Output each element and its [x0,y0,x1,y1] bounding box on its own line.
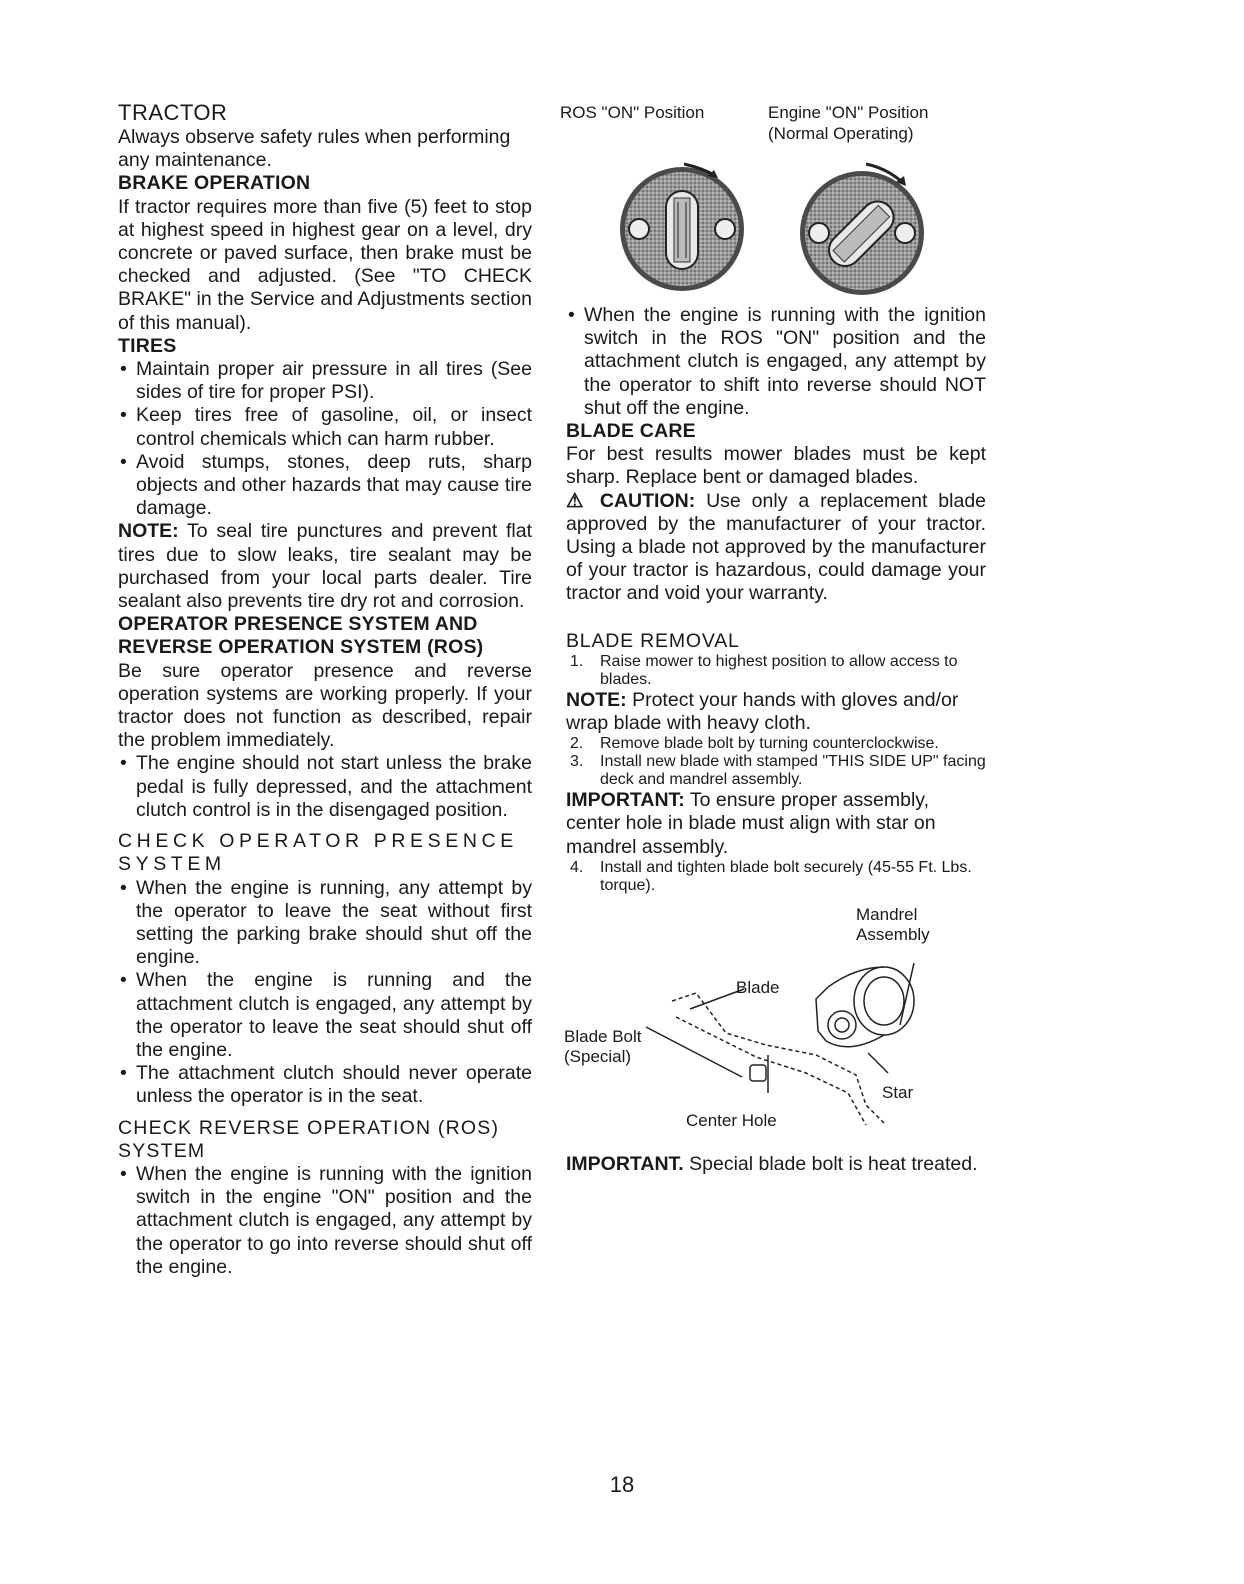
heading-blade-care: BLADE CARE [566,420,696,443]
normal-operating-label: (Normal Operating) [768,124,914,143]
ops-text: Be sure operator presence and reverse operation systems are working properly. If your tractor does not function as described, repair the problem immediately. [118,659,532,752]
caution-text: ⚠ CAUTION: Use only a replacement blade approved by the manufacturer of your tractor. Using a blade not approved by the manufacturer of your tractor is hazardous, could damage your tractor and void your warranty. [566,489,987,605]
list-item: 4. Install and tighten blade bolt securely (45-55 Ft. Lbs. torque). [570,858,972,894]
caution-icon: ⚠ [566,489,589,512]
heading-blade-removal: BLADE REMOVAL [566,629,740,652]
engine-switch-icon [800,164,924,295]
list-item: • The attachment clutch should never operate unless the operator is in the seat. [120,1062,532,1108]
list-item: 1. Raise mower to highest position to allow access to blades. [570,652,958,688]
blade-assembly-figure [566,905,986,1153]
list-item: • Keep tires free of gasoline, oil, or insect control chemicals which can harm rubber. [120,404,532,450]
ros-on-label: ROS "ON" Position [560,103,705,122]
ignition-switch-drawing [566,146,986,296]
brake-text: If tractor requires more than five (5) feet to stop at highest speed in highest gear on a level, dry concrete or paved surface, then brake must be checked and adjusted. (See "TO CHECK BRAKE" in the Service and Adjustments section of this manual). [118,195,532,334]
heading-tires: TIRES [118,334,177,357]
left-column [118,100,532,1279]
important-note: IMPORTANT: To ensure proper assembly, center hole in blade must align with star on mandrel assembly. [566,789,936,858]
special-label: (Special) [564,1046,632,1066]
page-number: 18 [609,1472,635,1497]
tractor-text: Always observe safety rules when performing any maintenance. [118,126,511,172]
ignition-switch-figure [566,146,986,296]
heading-tractor: TRACTOR [118,100,228,125]
blade-note: NOTE: Protect your hands with gloves and/or wrap blade with heavy cloth. [566,688,959,735]
blade-care-text: For best results mower blades must be kept sharp. Replace bent or damaged blades. [566,443,986,489]
right-column [560,100,987,1176]
list-item: • Avoid stumps, stones, deep ruts, sharp objects and other hazards that may cause tire damage. [120,450,532,520]
heading-check-operator-presence: CHECK OPERATOR PRESENCE SYSTEM [118,830,518,876]
list-item: • When the engine is running with the ignition switch in the ROS "ON" position and the attachment clutch is engaged, any attempt by the operator to shift into reverse should NOT shut off the engine. [568,304,986,419]
list-item: • Maintain proper air pressure in all tires (See sides of tire for proper PSI). [120,358,532,404]
ros-switch-icon [620,164,744,291]
list-item: • The engine should not start unless the brake pedal is fully depressed, and the attachment clutch control is in the disengaged position. [120,752,532,821]
list-item: • When the engine is running, any attempt by the operator to leave the seat without first setting the parking brake should shut off the engine. [120,876,532,969]
center-hole-label: Center Hole [686,1110,777,1130]
mandrel-label: Mandrel [856,904,918,924]
heading-brake-operation: BRAKE OPERATION [118,172,311,195]
blade-label: Blade [736,977,780,997]
engine-on-label: Engine "ON" Position [768,103,929,122]
star-label: Star [882,1082,914,1102]
important-heat-treated: IMPORTANT. Special blade bolt is heat treated. [566,1152,978,1175]
list-item: 2. Remove blade bolt by turning counterclockwise. [570,735,939,753]
list-item: • When the engine is running and the attachment clutch is engaged, any attempt by the operator to leave the seat should shut off the engine. [120,969,532,1061]
heading-check-reverse-operation: CHECK REVERSE OPERATION (ROS) SYSTEM [118,1116,500,1162]
list-item: • When the engine is running with the ignition switch in the engine "ON" position and the attachment clutch is engaged, any attempt by the operator to go into reverse should shut off the engine. [120,1162,532,1278]
blade-bolt-label: Blade Bolt [564,1026,642,1046]
list-item: 3. Install new blade with stamped "THIS SIDE UP" facing deck and mandrel assembly. [570,753,986,789]
assembly-label: Assembly [856,924,930,944]
heading-operator-presence: OPERATOR PRESENCE SYSTEM AND REVERSE OPERATION SYSTEM (ROS) [118,613,484,659]
tire-note: NOTE: To seal tire punctures and prevent flat tires due to slow leaks, tire sealant may be purchased from your local parts dealer. Tire sealant also prevents tire dry rot and corrosion. [118,520,532,613]
ignition-figure-labels [560,100,986,146]
